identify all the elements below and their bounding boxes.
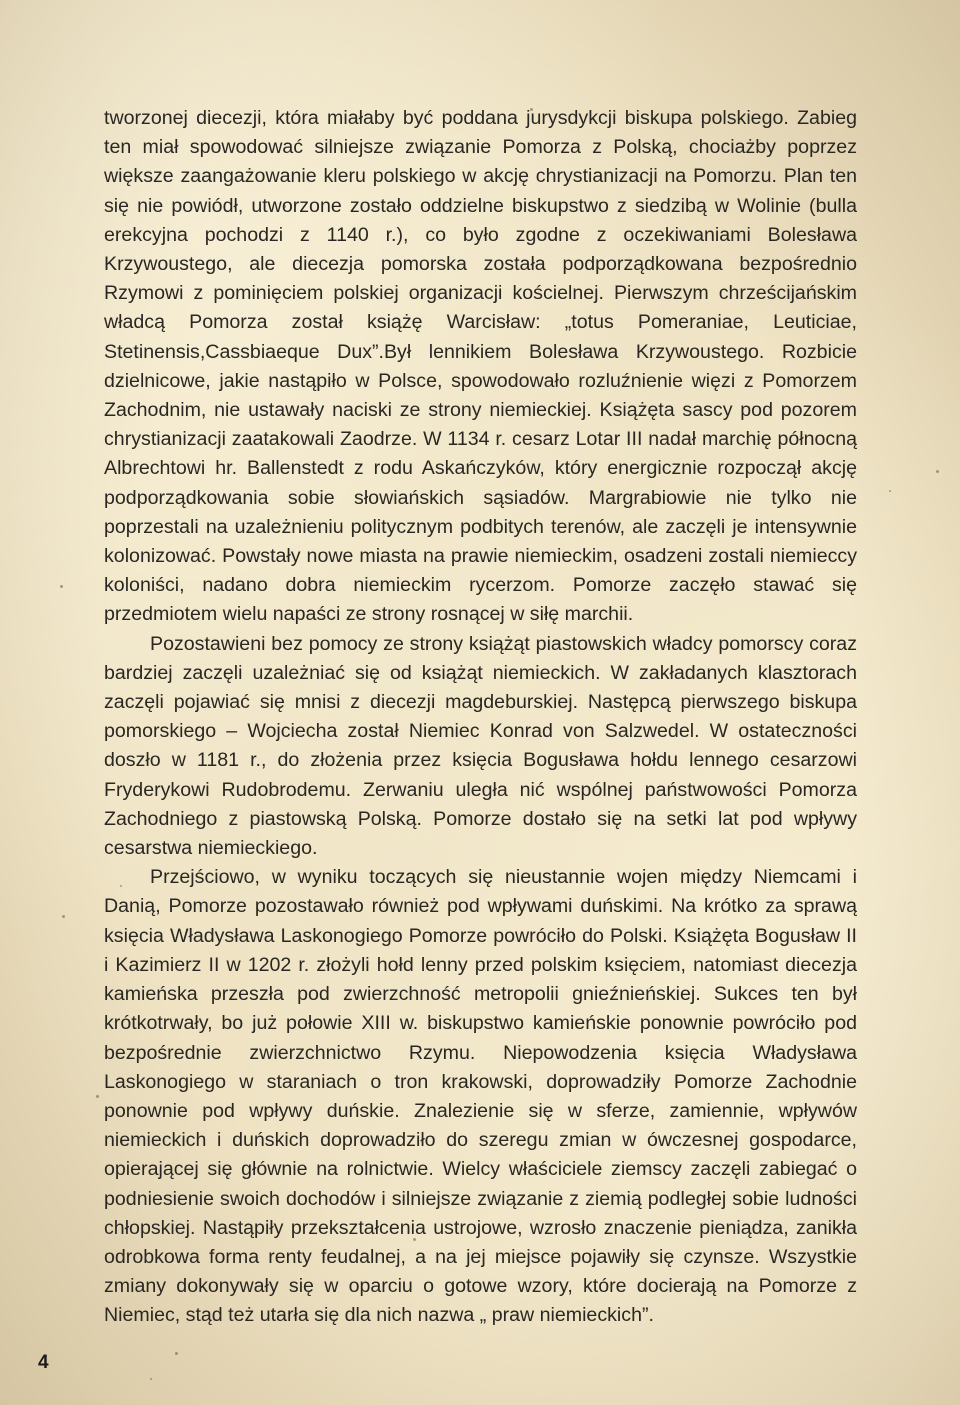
paper-speck <box>62 915 65 918</box>
page-number: 4 <box>38 1352 49 1373</box>
paper-speck <box>150 1378 152 1380</box>
body-text <box>104 104 857 1331</box>
paper-speck <box>60 585 63 588</box>
paragraph: Przejściowo, w wyniku toczących się nieustannie wojen między Niemcami i Danią, Pomorze pozostawało również pod wpływami duńskimi. Na krótko za sprawą księcia Władysława Laskonogiego Pomorze powróciło do Polski. Książęta Bogusław II i Kazimierz II w 1202 r. złożyli hołd lenny przed polskim księciem, natomiast diecezja kamieńska przeszła pod zwierzchność metropolii gnieźnieńskiej. Sukces ten był krótkotrwały, bo już połowie XIII w. biskupstwo kamieńskie ponownie powróciło pod bezpośrednie zwierzchnictwo Rzymu. Niepowodzenia księcia Władysława Laskonogiego w staraniach o tron krakowski, doprowadziły Pomorze Zachodnie ponownie pod wpływy duńskie. Znalezienie się w sferze, zamiennie, wpływów niemieckich i duńskich doprowadziło do szeregu zmian w ówczesnej gospodarce, opierającej się głównie na rolnictwie. Wielcy właściciele ziemscy zaczęli zabiegać o podniesienie swoich dochodów i silniejsze związanie z ziemią podległej sobie ludności chłopskiej. Nastąpiły przekształcenia ustrojowe, wzrosło znaczenie pieniądza, zanikła odrobkowa forma renty feudalnej, a na jej miejsce pojawiły się czynsze. Wszystkie zmiany dokonywały się w oparciu o gotowe wzory, które docierają na Pomorze z Niemiec, stąd też utarła się dla nich nazwa „ praw niemieckich”. <box>104 866 857 1327</box>
paper-speck <box>889 490 891 492</box>
paper-speck <box>175 1352 178 1355</box>
paper-speck <box>936 470 939 473</box>
paper-speck <box>96 1095 99 1098</box>
paragraph: tworzonej diecezji, która miałaby być poddana jurysdykcji biskupa polskiego. Zabieg ten miał spowodować silniejsze związanie Pomorza z Polską, chociażby poprzez większe zaangażowanie kleru polskiego w akcję chrystianizacji na Pomorzu. Plan ten się nie powiódł, utworzone zostało oddzielne biskupstwo z siedzibą w Wolinie (bulla erekcyjna pochodzi z 1140 r.), co było zgodne z oczekiwaniami Bolesława Krzywoustego, ale diecezja pomorska została podporządkowana bezpośrednio Rzymowi z pominięciem polskiej organizacji kościelnej. Pierwszym chrześcijańskim władcą Pomorza został książę Warcisław: „totus Pomeraniae, Leuticiae, Stetinensis,Cassbiaeque Dux”.Był lennikiem Bolesława Krzywoustego. Rozbicie dzielnicowe, jakie nastąpiło w Polsce, spowodowało rozluźnienie więzi z Pomorzem Zachodnim, nie ustawały naciski ze strony niemieckiej. Książęta sascy pod pozorem chrystianizacji zaatakowali Zaodrze. W 1134 r. cesarz Lotar III nadał marchię północną Albrechtowi hr. Ballenstedt z rodu Askańczyków, który energicznie rozpoczął akcję podporządkowania sobie słowiańskich sąsiadów. Margrabiowie nie tylko nie poprzestali na uzależnieniu politycznym podbitych terenów, ale zaczęli je intensywnie kolonizować. Powstały nowe miasta na prawie niemieckim, osadzeni zostali niemieccy koloniści, nadano dobra niemieckim rycerzom. Pomorze zaczęło stawać się przedmiotem wielu napaści ze strony rosnącej w siłę marchii. <box>104 107 857 626</box>
paragraph: Pozostawieni bez pomocy ze strony książąt piastowskich władcy pomorscy coraz bardziej zaczęli uzależniać się od książąt niemieckich. W zakładanych klasztorach zaczęli pojawiać się mnisi z diecezji magdeburskiej. Następcą pierwszego biskupa pomorskiego – Wojciecha został Niemiec Konrad von Salzwedel. W ostateczności doszło w 1181 r., do złożenia przez księcia Bogusława hołdu lennego cesarzowi Fryderykowi Rudobrodemu. Zerwaniu uległa nić wspólnej państwowości Pomorza Zachodniego z piastowską Polską. Pomorze dostało się na setki lat pod wpływy cesarstwa niemieckiego. <box>104 632 857 860</box>
